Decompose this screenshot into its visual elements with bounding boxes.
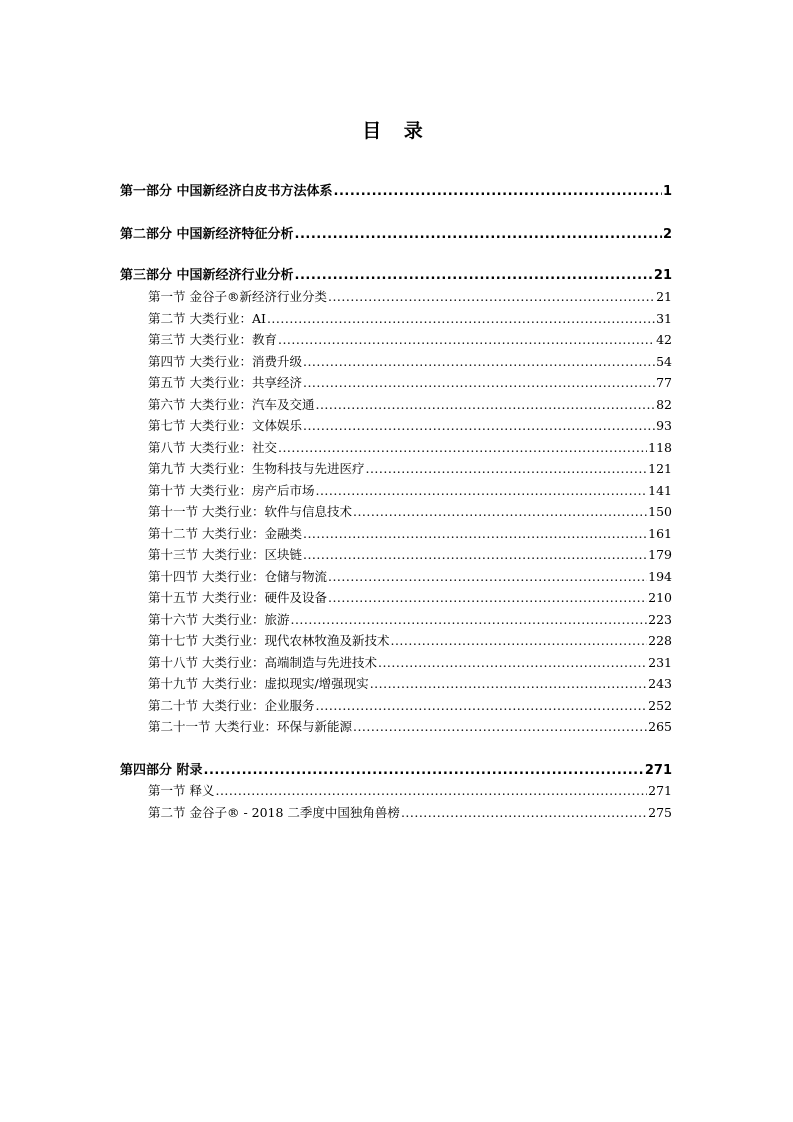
toc-section[interactable] [148, 395, 672, 413]
dot-leader [390, 633, 647, 648]
toc-section-label: 第十二节 大类行业：金融类 [148, 525, 302, 541]
toc-section-label: 第四节 大类行业：消费升级 [148, 353, 302, 369]
dot-leader [370, 676, 647, 691]
toc-page-number: 150 [648, 504, 672, 519]
toc-page-number: 54 [656, 353, 672, 369]
dot-leader [290, 612, 647, 627]
dot-leader [303, 375, 655, 390]
toc-page-number: 141 [648, 482, 672, 498]
toc-section-label: 第一节 释义 [148, 783, 215, 798]
toc-part-3[interactable] [120, 264, 672, 283]
toc-page-number: 210 [648, 590, 672, 605]
toc-section[interactable] [148, 610, 672, 628]
toc-section-label: 第二十一节 大类行业：环保与新能源 [148, 719, 352, 734]
toc-page-number: 194 [648, 568, 672, 584]
dot-leader [215, 783, 647, 798]
toc-section[interactable] [148, 696, 672, 714]
toc-section[interactable] [148, 502, 672, 520]
toc-part-1[interactable] [120, 180, 672, 199]
toc-section-label: 第五节 大类行业：共享经济 [148, 375, 302, 390]
toc-section-label: 第八节 大类行业：社交 [148, 439, 277, 455]
toc-page-number: 21 [653, 268, 672, 283]
dot-leader [378, 655, 647, 670]
toc-section-label: 第十七节 大类行业：现代农林牧渔及新技术 [148, 633, 390, 648]
dot-leader [365, 461, 647, 476]
toc-section-label: 第十八节 大类行业：高端制造与先进技术 [148, 654, 377, 670]
toc-page-number: 271 [644, 763, 672, 778]
toc-section[interactable] [148, 803, 672, 821]
page-title: 目 录 [362, 120, 431, 142]
dot-leader [295, 268, 653, 283]
toc-section[interactable] [148, 330, 672, 348]
toc-section[interactable] [148, 631, 672, 649]
dot-leader [315, 483, 647, 498]
toc-section-label: 第十五节 大类行业：硬件及设备 [148, 590, 327, 605]
dot-leader [295, 227, 662, 242]
dot-leader [267, 311, 655, 326]
dot-leader [303, 418, 655, 433]
toc-section[interactable] [148, 287, 672, 305]
dot-leader [315, 698, 647, 713]
toc-section-label: 第十三节 大类行业：区块链 [148, 547, 302, 562]
dot-leader [204, 763, 644, 778]
dot-leader [334, 184, 662, 199]
dot-leader [303, 354, 655, 369]
toc-section[interactable] [148, 781, 672, 799]
toc-page-number: 77 [656, 375, 672, 390]
toc-section[interactable] [148, 416, 672, 434]
toc-page-number: 228 [648, 633, 672, 648]
toc-page-number: 31 [656, 310, 672, 326]
dot-leader [303, 547, 647, 562]
toc-section-label: 第二十节 大类行业：企业服务 [148, 697, 315, 713]
toc-page-number: 271 [648, 783, 672, 798]
dot-leader [401, 805, 647, 820]
toc-section-label: 第十九节 大类行业：虚拟现实/增强现实 [148, 676, 369, 691]
toc-section-label: 第一节 金谷子®新经济行业分类 [148, 289, 327, 304]
toc-page-number: 179 [648, 547, 672, 562]
toc-section[interactable] [148, 481, 672, 499]
toc-section[interactable] [148, 674, 672, 692]
toc-part-4[interactable] [120, 759, 672, 778]
toc-section[interactable] [148, 717, 672, 735]
toc-section-label: 第六节 大类行业：汽车及交通 [148, 396, 315, 412]
dot-leader [278, 332, 655, 347]
toc-page-number: 93 [656, 418, 672, 433]
toc-page-number: 231 [648, 654, 672, 670]
toc-part-label: 第一部分 中国新经济白皮书方法体系 [120, 184, 333, 199]
toc-section-label: 第十四节 大类行业：仓储与物流 [148, 568, 327, 584]
toc-page-number: 21 [656, 289, 672, 304]
toc-part-2[interactable] [120, 223, 672, 242]
toc-section-label: 第十六节 大类行业：旅游 [148, 611, 290, 627]
toc-page-number: 252 [648, 697, 672, 713]
toc-page-number: 82 [656, 396, 672, 412]
toc-page-number: 121 [648, 461, 672, 476]
toc-page-number: 265 [648, 719, 672, 734]
dot-leader [353, 504, 647, 519]
toc-page-number: 275 [648, 805, 672, 820]
toc-section[interactable] [148, 438, 672, 456]
toc-page-number: 1 [662, 184, 672, 199]
toc-part-label: 第二部分 中国新经济特征分析 [120, 227, 294, 242]
toc-section[interactable] [148, 352, 672, 370]
dot-leader [328, 569, 647, 584]
toc-section[interactable] [148, 567, 672, 585]
toc-section-label: 第二节 大类行业：AI [148, 310, 266, 326]
toc-section[interactable] [148, 524, 672, 542]
dot-leader [353, 719, 647, 734]
toc-section[interactable] [148, 309, 672, 327]
toc-section[interactable] [148, 588, 672, 606]
toc-page-number: 243 [648, 676, 672, 691]
toc-section-label: 第三节 大类行业：教育 [148, 332, 277, 347]
toc-page-number: 42 [656, 332, 672, 347]
toc-section-label: 第九节 大类行业：生物科技与先进医疗 [148, 461, 365, 476]
toc-section[interactable] [148, 545, 672, 563]
toc-section-label: 第七节 大类行业：文体娱乐 [148, 418, 302, 433]
toc-section[interactable] [148, 459, 672, 477]
dot-leader [303, 526, 647, 541]
toc-page-number: 118 [648, 439, 672, 455]
toc-section-label: 第十节 大类行业：房产后市场 [148, 482, 315, 498]
dot-leader [328, 289, 655, 304]
toc-section-label: 第二节 金谷子® - 2018 二季度中国独角兽榜 [148, 805, 400, 820]
toc-page-number: 2 [662, 227, 672, 242]
toc-section[interactable] [148, 373, 672, 391]
dot-leader [328, 590, 647, 605]
toc-section[interactable] [148, 653, 672, 671]
dot-leader [278, 440, 647, 455]
toc-part-label: 第三部分 中国新经济行业分析 [120, 268, 294, 283]
toc-part-label: 第四部分 附录 [120, 763, 203, 778]
toc-section-label: 第十一节 大类行业：软件与信息技术 [148, 504, 352, 519]
dot-leader [315, 397, 655, 412]
toc-page-number: 223 [648, 611, 672, 627]
toc-page-number: 161 [648, 525, 672, 541]
